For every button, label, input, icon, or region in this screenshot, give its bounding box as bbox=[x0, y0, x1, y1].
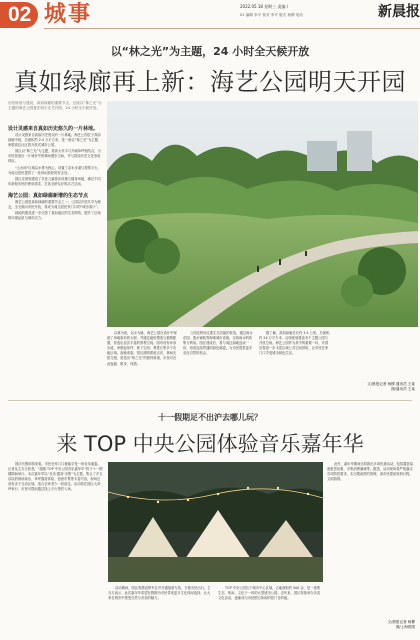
masthead-rule bbox=[44, 28, 420, 29]
paragraph: 园区还规划建设了多处儿童游乐设施与健身场地，满足不同年龄段市民的使用需求，打造全龄友好的活力空间。 bbox=[8, 176, 101, 186]
paragraph: 公园还特别注重生态功能的营造，通过雨水花园、透水铺装等海绵城市设施，实现雨水的收集与利用。园区建成后，将与周边绿地连成一体，形成连续贯通的绿色廊道，为市民提供更多亲近自然的机会。 bbox=[183, 331, 253, 356]
story1-column-2 bbox=[107, 331, 179, 368]
story1-headline: 真如绿廊再上新：海艺公园明天开园 bbox=[14, 68, 406, 96]
paragraph: 以林为底，以水为脉，海艺公园在设计中保留了场地原有的大树，并通过地形塑造与植物配置，营造出层次丰富的景观空间。园内设有环形步道，串联起草坪、林下空间、观景台等多个功能区域。夜晚来临，园区照明系统点亮，林间光影交错，营造出“林之光”的独特意境，市民可在此夜跑、散步、休憩。 bbox=[107, 331, 177, 366]
story1-left-column bbox=[8, 126, 103, 222]
photo-credit: 图/通讯员 王某 bbox=[391, 387, 415, 392]
story2-column-1 bbox=[8, 462, 103, 494]
photo-credit: 图/上海供图 bbox=[395, 625, 415, 630]
story1-credit bbox=[335, 382, 415, 392]
paragraph: 海艺公园是真如绿廊的重要节点之一。公园以开放共享为理念，全天候向市民开放，将成为周边居民家门口的“城市客厅”。 bbox=[8, 199, 101, 210]
paper-logo: 新晨报 bbox=[378, 4, 420, 20]
story1-lede: 历经规划与建设，真如绿廊的重要节点，这座以“林之光”为主题的海艺公园将在明天正式开园，24 小时全天候开放。 bbox=[8, 101, 102, 111]
byline: 文/晨报记者 杨柳 通讯员 王某 bbox=[367, 382, 415, 386]
section-heading: 设计灵感来自真如历史悠久的一片林地。 bbox=[8, 126, 99, 132]
paragraph: 绿地的建成进一步完善了真如地区的生态网络，提升了区域的环境品质与城市活力。 bbox=[8, 211, 101, 221]
story2-column-2 bbox=[108, 586, 212, 602]
masthead-info: 01 编辑 李平 校对 李平 版式 杨柳 电话 bbox=[240, 13, 303, 17]
story2-column-3 bbox=[218, 586, 322, 602]
story2-column-4 bbox=[327, 462, 415, 483]
paragraph: 设计灵感来自真如历史悠久的一片林地。海艺公园位于真如绿廊中段，总面积约 2.4 万平方米，是一座以“林之光”为主题、串联周边社区的开放式城市公园。 bbox=[8, 133, 102, 148]
paragraph: 活动期间，园区将增设停车位并开通接驳专线，方便市民出行。主办方表示，此次嘉年华希望在假期为市民带来更多文化休闲选择，让大家在城市中感受自然与音乐的魅力。 bbox=[108, 586, 211, 601]
paragraph: “云水间”区域以水景为核心，设置了亲水步道与观景平台，为周边居民提供了一处休闲放松的好去处。 bbox=[8, 165, 101, 175]
park-photo bbox=[107, 101, 418, 327]
story2-credit bbox=[335, 620, 415, 630]
story2-headline: 来 TOP 中央公园体验音乐嘉年华 bbox=[56, 432, 364, 456]
paragraph: 据了解，真如绿廊总长约 3.4 公里，总面积约 24 万平方米，沿线规划建设多个主题公园与开放空间。海艺公园作为其中的重要一环，开园后将进一步丰富区域公共空间供给，让市民在家门口享受城市绿色生活。 bbox=[259, 331, 330, 356]
story1-column-4 bbox=[259, 331, 331, 357]
section-heading: 海艺公园：真如绿廊新增的生态节点 bbox=[8, 192, 89, 199]
story1-column-3 bbox=[183, 331, 255, 357]
byline: 文/晨报记者 杨柳 bbox=[387, 620, 415, 624]
paragraph: 园区以“林之光”为主题，将高大乔木与开阔草坪相结合，为市民营造出一片城市中的林间漫步空间，并与真如历史文化形成呼应。 bbox=[8, 149, 101, 164]
paragraph: 此外，嘉年华期间还将推出多项优惠活动，包括露营装备租赁优惠、市集消费满减等。据悉，活动现场将严格落实各项防控要求，实行限流预约管理，请市民提前规划行程，文明游园。 bbox=[327, 462, 414, 482]
masthead-date: 2022.05.18 星期三 责编 / bbox=[240, 4, 289, 9]
section-number: 02 bbox=[8, 3, 32, 26]
story2-subtitle: 十一假期足不出沪去哪儿玩？ bbox=[158, 413, 262, 422]
section-name: 城事 bbox=[44, 2, 93, 27]
tent-photo bbox=[108, 462, 323, 582]
paragraph: TOP 中央公园位于城市中心区域，占地面积约 500 亩，是一座集生态、休闲、文化于一体的大型城市公园。近年来，园区持续举办各类文化活动，逐渐成为市民假日休闲的热门目的地。 bbox=[218, 586, 321, 601]
story1-subtitle: 以“林之光”为主题，24 小时全天候开放 bbox=[110, 45, 310, 58]
paragraph: 国庆长假即将来临，市民在家门口就能享受一场音乐盛宴。记者从主办方获悉，“超级 TOP 中央公园音乐嘉年华”将于十一假期期间举行。本次嘉年华以“音乐·露营·市集”为主题，集合了多支乐队的现场演出、草坪露营体验、创意市集等丰富内容，现场还设有亲子互动区域，适合全家老少一同前往。活动将在园区大草坪举行，市民可提前通过线上平台预约入场。 bbox=[8, 462, 103, 492]
story-divider bbox=[8, 400, 412, 401]
